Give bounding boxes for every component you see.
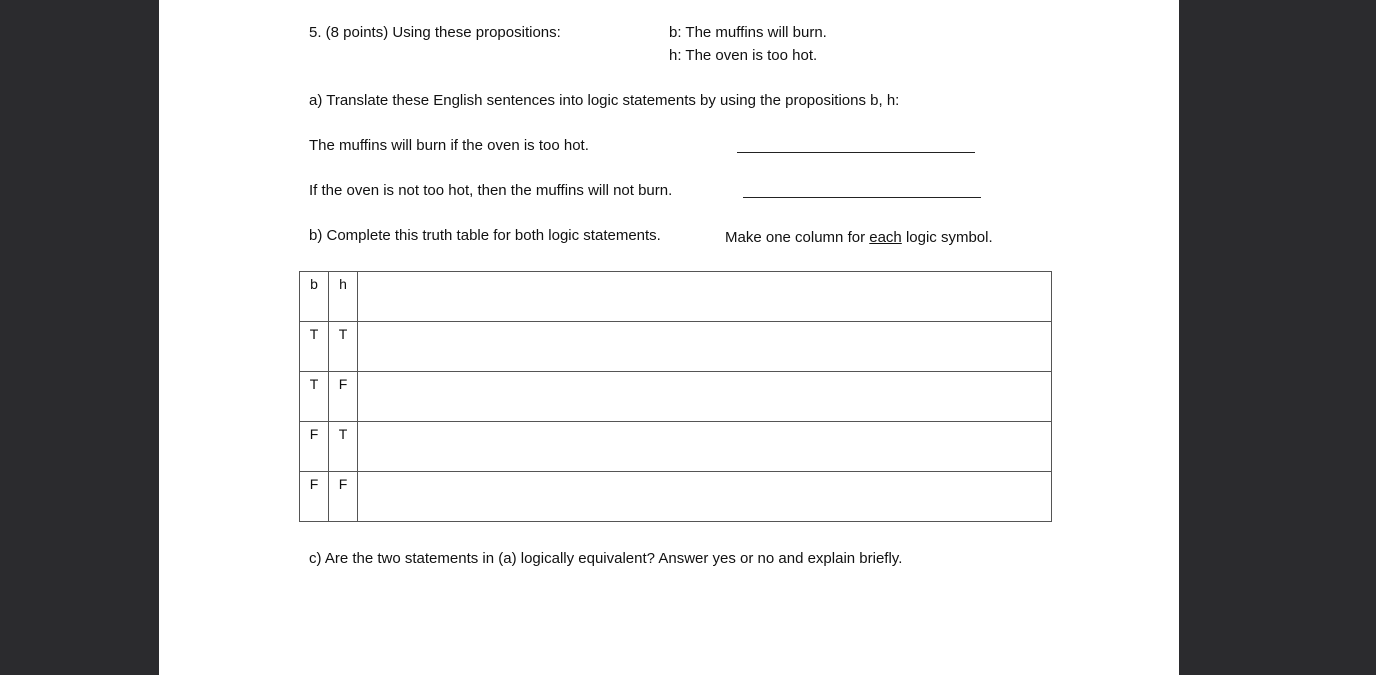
header-h: h [329, 272, 358, 322]
sentence-2: If the oven is not too hot, then the muffins will not burn. [309, 182, 673, 199]
answer-blank-2[interactable] [743, 197, 981, 198]
part-b-note-post: logic symbol. [901, 229, 993, 246]
part-c-question: c) Are the two statements in (a) logically equivalent? Answer yes or no and explain briefly. [309, 550, 903, 567]
header-b: b [300, 272, 329, 322]
cell-h: T [329, 422, 358, 472]
answer-cell[interactable] [358, 322, 1052, 372]
proposition-h: h: The oven is too hot. [669, 47, 818, 64]
sentence-1: The muffins will burn if the oven is too hot. [309, 137, 589, 154]
cell-b: F [300, 422, 329, 472]
part-b-instruction: b) Complete this truth table for both logic statements. [309, 227, 661, 244]
part-b-note-emphasis: each [869, 229, 902, 246]
part-b-note-pre: Make one column for [725, 229, 870, 246]
proposition-b: b: The muffins will burn. [669, 24, 827, 41]
cell-b: T [300, 322, 329, 372]
table-row [300, 322, 1052, 372]
table-row [300, 422, 1052, 472]
answer-cell[interactable] [358, 422, 1052, 472]
cell-h: F [329, 472, 358, 522]
cell-h: F [329, 372, 358, 422]
document-page [159, 0, 1179, 675]
part-b-note [725, 229, 993, 247]
problem-heading: 5. (8 points) Using these propositions: [309, 24, 561, 41]
cell-b: T [300, 372, 329, 422]
answer-cell[interactable] [358, 472, 1052, 522]
answer-columns-cell[interactable] [358, 272, 1052, 322]
truth-table [299, 271, 1052, 522]
part-a-instruction: a) Translate these English sentences into logic statements by using the propositions b, h: [309, 92, 900, 109]
truth-table-header-row [300, 272, 1052, 322]
cell-b: F [300, 472, 329, 522]
answer-cell[interactable] [358, 372, 1052, 422]
table-row [300, 472, 1052, 522]
answer-blank-1[interactable] [737, 152, 975, 153]
cell-h: T [329, 322, 358, 372]
table-row [300, 372, 1052, 422]
